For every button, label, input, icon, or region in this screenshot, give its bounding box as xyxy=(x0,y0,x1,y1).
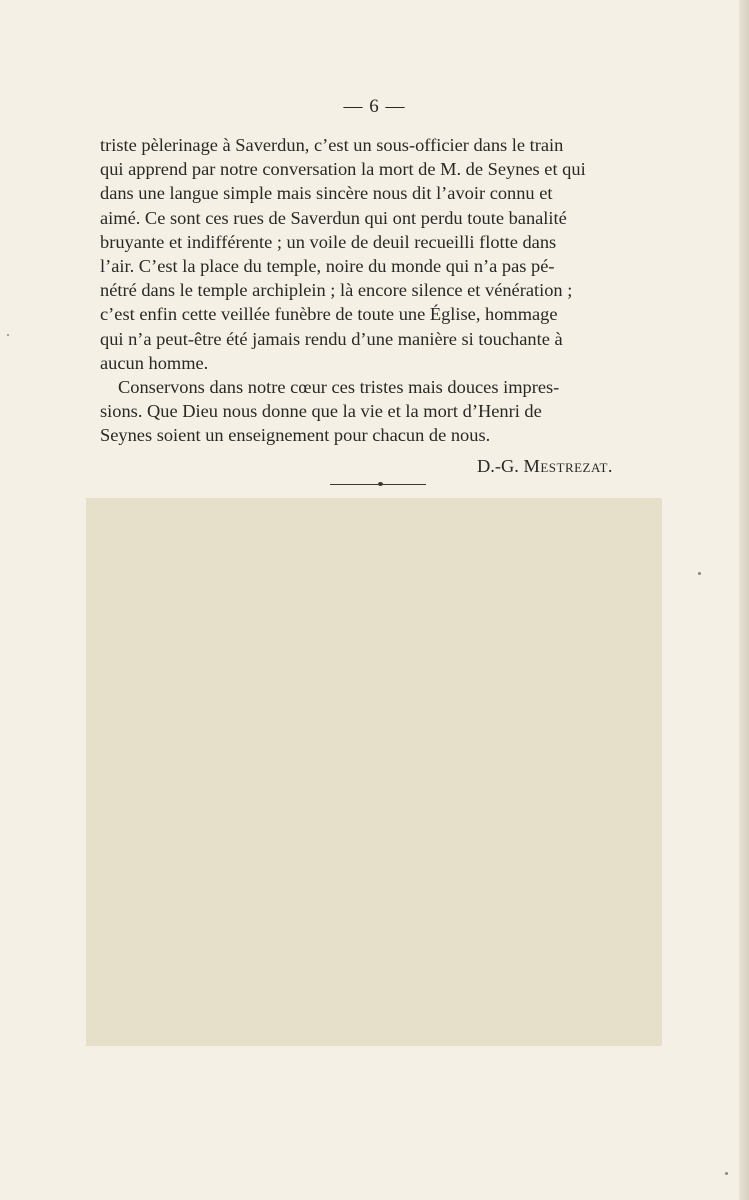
text-line: aimé. Ce sont ces rues de Saverdun qui ont perdu toute banalité xyxy=(100,207,567,228)
paragraph xyxy=(100,133,660,375)
text-line: sions. Que Dieu nous donne que la vie et la mort d’Henri de xyxy=(100,401,542,422)
text-line: aucun homme. xyxy=(100,352,209,373)
text-line: bruyante et indifférente ; un voile de deuil recueilli flotte dans xyxy=(100,231,557,252)
paper-speck xyxy=(698,572,701,575)
page-number: — 6 — xyxy=(343,96,406,117)
text-line: qui apprend par notre conversation la mort de M. de Seynes et qui xyxy=(100,159,586,180)
page-edge xyxy=(739,0,749,1200)
text-line: Seynes soient un enseignement pour chacun de nous. xyxy=(100,425,491,446)
text-line: nétré dans le temple archiplein ; là encore silence et vénération ; xyxy=(100,280,573,301)
body-text xyxy=(100,133,660,448)
blank-panel xyxy=(86,498,662,1046)
text-line: Conservons dans notre cœur ces tristes mais douces impres- xyxy=(118,377,560,398)
signature-initials: D.-G. xyxy=(476,456,519,476)
text-line: l’air. C’est la place du temple, noire du monde qui n’a pas pé- xyxy=(100,256,555,277)
text-line: dans une langue simple mais sincère nous dit l’avoir connu et xyxy=(100,183,553,204)
signature xyxy=(100,454,613,478)
text-line: qui n’a peut-être été jamais rendu d’une manière si touchante à xyxy=(100,328,563,349)
ornamental-rule-dot xyxy=(378,482,383,486)
text-line: triste pèlerinage à Saverdun, c’est un sous-officier dans le train xyxy=(100,135,564,155)
text-line: c’est enfin cette veillée funèbre de toute une Église, hommage xyxy=(100,304,558,325)
paper-speck xyxy=(725,1172,728,1175)
paper-speck xyxy=(7,334,9,336)
signature-surname: Mestrezat. xyxy=(523,456,613,476)
paragraph xyxy=(100,375,660,448)
